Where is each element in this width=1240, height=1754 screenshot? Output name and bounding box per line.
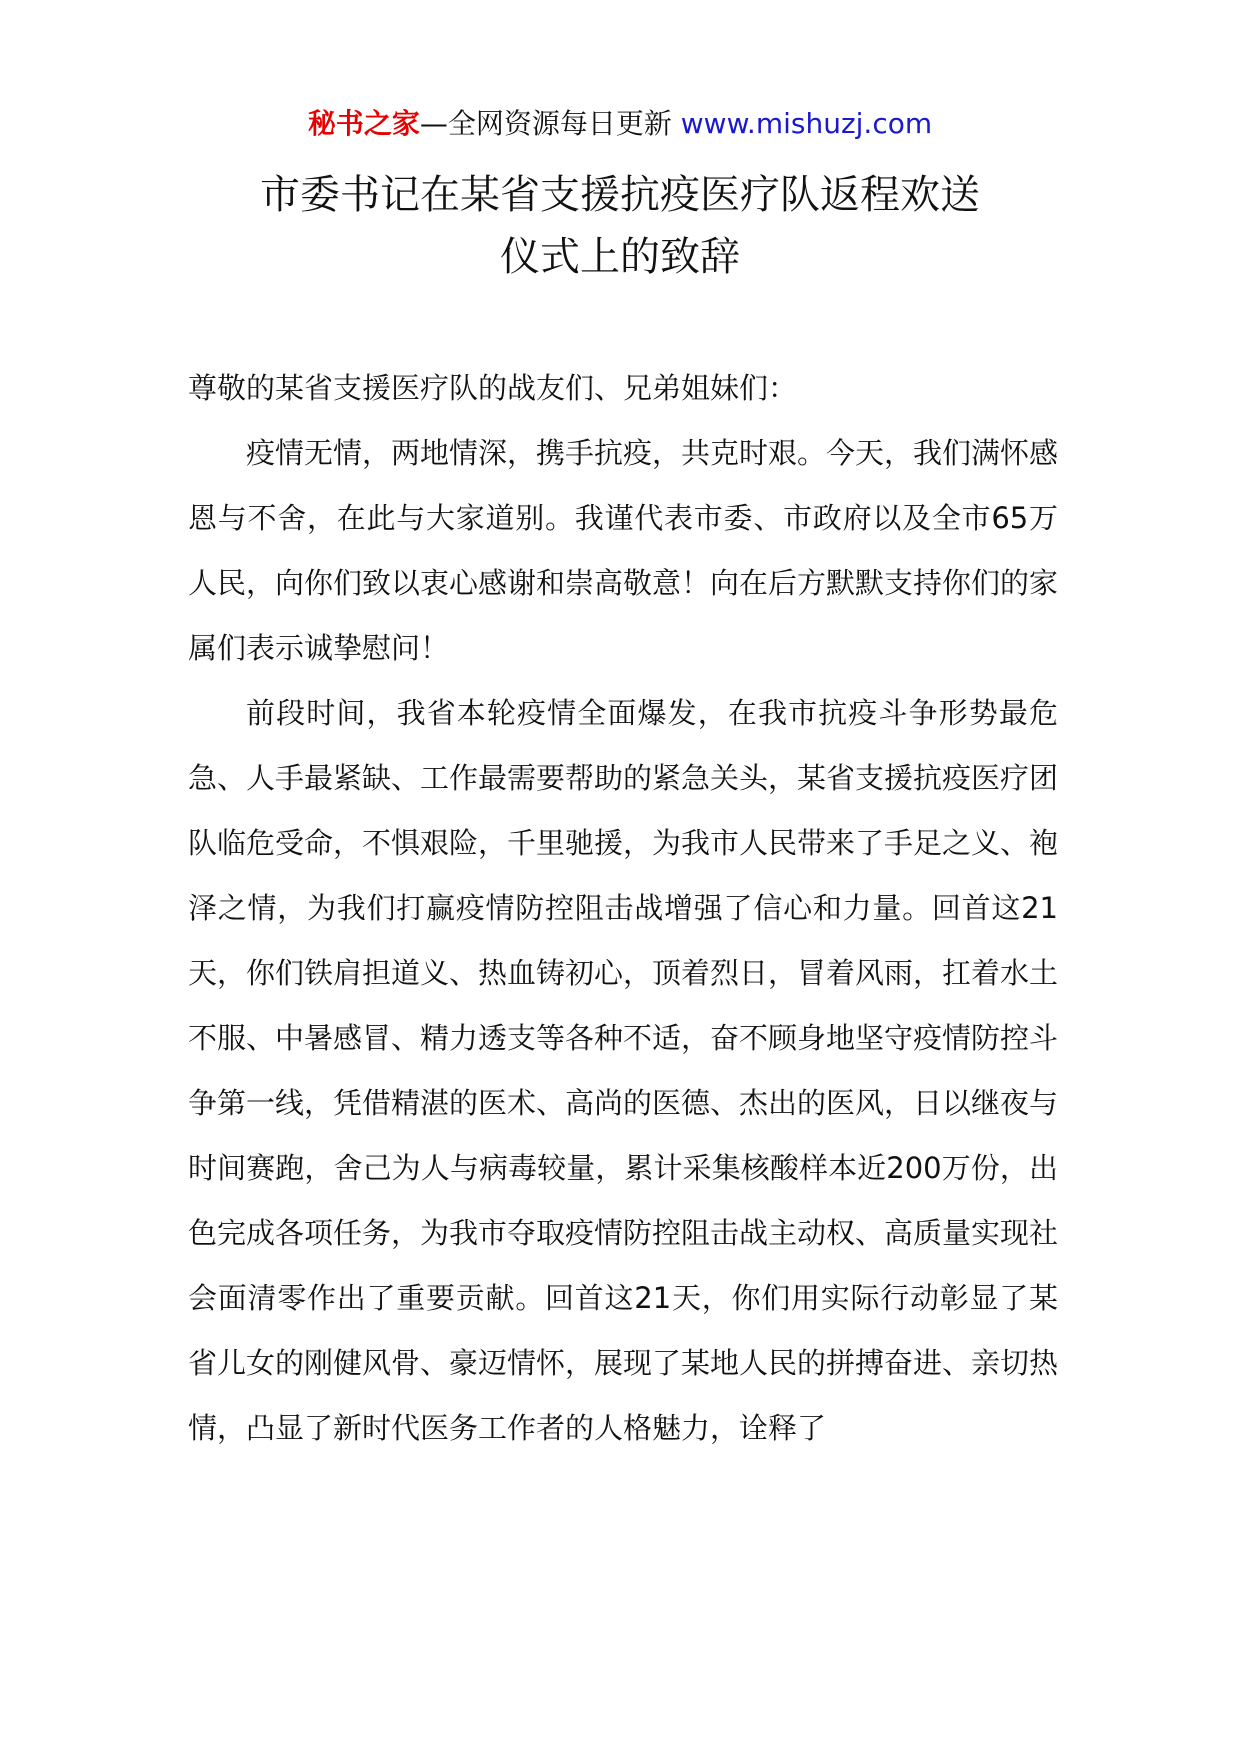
paragraph-1: 疫情无情，两地情深，携手抗疫，共克时艰。今天，我们满怀感恩与不舍，在此与大家道别。我谨代表市委、市政府以及全市65万人民，向你们致以衷心感谢和崇高敬意！向在后方默默支持你们的家属们表示诚挚慰问！: [188, 436, 1059, 665]
brand-name: 秘书之家: [307, 107, 420, 140]
title-line-1: 市委书记在某省支援抗疫医疗队返程欢送: [260, 172, 980, 218]
salutation: 尊敬的某省支援医疗队的战友们、兄弟姐妹们：: [188, 371, 798, 405]
site-url-link[interactable]: www.mishuzj.com: [680, 107, 933, 140]
header-slogan: —全网资源每日更新: [419, 107, 681, 140]
site-header: [0, 104, 1240, 144]
title-line-2: 仪式上的致辞: [500, 234, 740, 280]
document-body: [188, 356, 1058, 1461]
paragraph-2: 前段时间，我省本轮疫情全面爆发，在我市抗疫斗争形势最危急、人手最紧缺、工作最需要帮助的紧急关头，某省支援抗疫医疗团队临危受命，不惧艰险，千里驰援，为我市人民带来了手足之义、袍泽之情，为我们打赢疫情防控阻击战增强了信心和力量。回首这21天，你们铁肩担道义、热血铸初心，顶着烈日，冒着风雨，扛着水土不服、中暑感冒、精力透支等各种不适，奋不顾身地坚守疫情防控斗争第一线，凭借精湛的医术、高尚的医德、杰出的医风，日以继夜与时间赛跑，舍己为人与病毒较量，累计采集核酸样本近200万份，出色完成各项任务，为我市夺取疫情防控阻击战主动权、高质量实现社会面清零作出了重要贡献。回首这21天，你们用实际行动彰显了某省儿女的刚健风骨、豪迈情怀，展现了某地人民的拼搏奋进、亲切热情，凸显了新时代医务工作者的人格魅力，诠释了: [188, 696, 1059, 1445]
document-title: [160, 164, 1080, 288]
